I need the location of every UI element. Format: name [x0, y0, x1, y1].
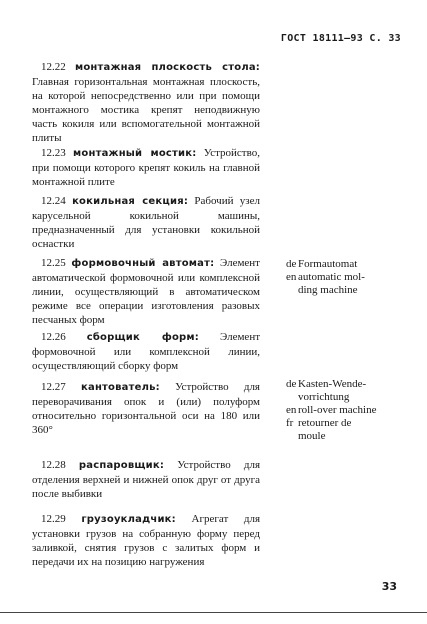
entry-definition: Рабочий узел карусельной кокильной машины, предназначенный для установки кокильной оснастки [32, 195, 260, 250]
equivalent-en: en automatic mol- [286, 271, 365, 283]
entry-term: сборщик форм: [86, 332, 199, 343]
equivalent-de: de Kasten-Wende- [286, 378, 367, 390]
entry-number: 12.24 [41, 195, 66, 207]
equivalent-en-cont: ding machine [298, 284, 358, 296]
term-entry-12-27 [32, 380, 260, 437]
entry-definition: Элемент автоматической формовочной или комплексной линии, осуществляющий в автоматическом режиме все операции изготовления разовых песчаных форм [32, 257, 260, 326]
entry-number: 12.26 [41, 331, 66, 343]
entry-definition: Устройство, при помощи которого крепят кокиль на главной монтажной плите [32, 147, 260, 188]
equivalent-en: en roll-over machine [286, 404, 377, 416]
entry-definition: Главная горизонтальная монтажная плоскость, на которой непосредственно или при помощи монтажного мостика крепят неподвижную часть кокиля или вспомогательной монтажной плиты [32, 76, 260, 144]
entry-number: 12.29 [41, 513, 66, 525]
bottom-rule [0, 612, 427, 613]
entry-term: монтажная плоскость стола: [74, 62, 260, 73]
entry-term: формовочный автомат: [71, 258, 215, 269]
entry-definition: Агрегат для установки грузов на собранную форму перед заливкой, снятия грузов с залитых форм и передачи их на позицию нагружения [32, 513, 261, 568]
page-header: ГОСТ 18111—93 С. 33 [280, 33, 401, 44]
equivalent-de-cont: vorrichtung [298, 391, 350, 403]
entry-term: распаровщик: [78, 460, 165, 471]
entry-term: грузоукладчик: [81, 514, 176, 525]
entry-definition: Устройство для отделения верхней и нижней опок друг от друга после выбивки [32, 459, 261, 500]
term-entry-12-22 [32, 60, 260, 145]
term-entry-12-29 [32, 512, 260, 569]
entry-term: кантователь: [81, 382, 160, 393]
entry-term: кокильная секция: [72, 196, 189, 207]
entry-number: 12.28 [41, 459, 66, 471]
entry-number: 12.25 [41, 257, 66, 269]
equivalent-fr-cont: moule [298, 430, 326, 442]
term-entry-12-28 [32, 458, 260, 501]
entry-number: 12.23 [41, 147, 66, 159]
entry-number: 12.22 [41, 61, 66, 73]
term-entry-12-25 [32, 256, 260, 327]
term-entry-12-23 [32, 146, 260, 189]
term-entry-12-26 [32, 330, 260, 373]
entry-term: монтажный мостик: [73, 148, 197, 159]
entry-definition: Элемент формовочной или комплексной линии, осуществляющий сборку форм [32, 331, 261, 372]
foreign-equivalents-12-27 [286, 378, 416, 443]
equivalent-de: de Formautomat [286, 258, 358, 270]
term-entry-12-24 [32, 194, 260, 251]
entry-number: 12.27 [41, 381, 66, 393]
foreign-equivalents-12-25 [286, 258, 416, 297]
entry-definition: Устройство для переворачивания опок и (или) полуформ относительно горизонтальной оси на 180 или 360° [32, 381, 260, 436]
equivalent-fr: fr retourner de [286, 417, 352, 429]
page-number: 33 [381, 580, 397, 593]
